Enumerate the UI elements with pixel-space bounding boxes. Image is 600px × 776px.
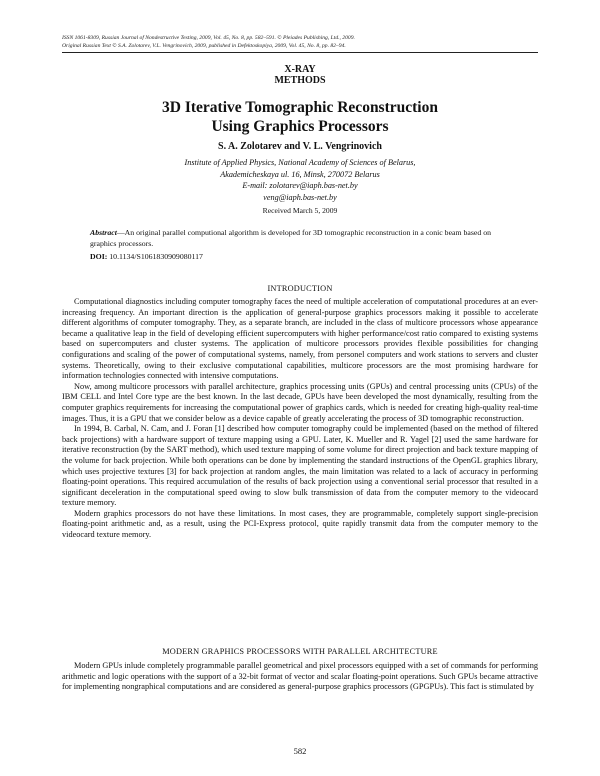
doi-value: 10.1134/S1061830909080117: [107, 252, 203, 261]
title-line-1: 3D Iterative Tomographic Reconstruction: [162, 99, 438, 116]
page-number: 582: [293, 746, 307, 756]
affiliation-email-1: E-mail: zolotarev@iaph.bas-net.by: [242, 181, 358, 190]
paragraph: Modern graphics processors do not have these limitations. In most cases, they are programmable, completely support single-precision floating-point arithmetic and, as a result, using the PCI-Express protocol, quite rapidly transmit data from the computer memory to the videocard texture memory.: [62, 508, 538, 540]
authors: S. A. Zolotarev and V. L. Vengrinovich: [218, 141, 382, 152]
modern-gpu-body: [62, 661, 538, 693]
affiliation-line-1: Institute of Applied Physics, National Academy of Sciences of Belarus,: [184, 158, 416, 167]
modern-gpu-heading: MODERN GRAPHICS PROCESSORS WITH PARALLEL ARCHITECTURE: [162, 647, 438, 656]
affiliation-email-2: veng@iaph.bas-net.by: [263, 192, 337, 202]
abstract-text: —An original parallel computional algorithm is developed for 3D tomographic reconstruction in a conic beam based on graphics processors.: [90, 228, 492, 248]
header-line-2: Original Russian Text © S.A. Zolotarev, V.L. Vengrinovich, 2009, published in Defektoskopiya, 2009, Vol. 45, No. 8, pp. 82–94.: [62, 43, 346, 49]
paragraph: Computational diagnostics including computer tomography faces the need of multiple acceleration of computational procedures at an ever-increasing frequency. An important direction is the application of general-purpose graphics processors making it possible to accelerate different algorithms of computer tomography. They, as a separate branch, are included in the class of multicore processors whose appearance became a qualitative leap in the field of developing efficient supercomputers with higher performance/cost ratio compared to existing systems based on supercomputers and cluster systems. The application of multicore processors provides flexible possibilities for changing configurations and scaling of the power of computational systems, namely, from personel computers and work stations to servers and cluster systems. Theoretically, owing to their exclusive computational capabilities, multicore processors are the most promising hardware for information technologies connected with intensive computations.: [62, 297, 538, 381]
paragraph: Now, among multicore processors with parallel architecture, graphics processing units (GPUs) and central processing units (CPUs) of the IBM CELL and Intel Core type are the best known. In the last decade, GPUs have been developed the most dynamically, resulting from the computer graphics requirements for increasing the computational power of graphics cards, which is needed for creating high-quality real-time images. Thus, it is a GPU that we consider below as a device capable of greatly accelerating the process of 3D tomographic reconstruction.: [62, 381, 538, 423]
paragraph: Modern GPUs inlude completely programmable parallel geometrical and pixel processors equipped with a set of commands for performing arithmetic and logic operations with the support of a 32-bit format of vector and scalar floating-point operations. Such GPUs became attractive for implementing nongraphical computations and are considered as general-purpose graphics processors (GPGPUs). This fact is stimulated by: [62, 661, 538, 692]
affiliation: [62, 157, 538, 203]
doi: [90, 252, 203, 262]
paper-title: [62, 98, 538, 136]
abstract-label: Abstract: [90, 228, 117, 237]
header-rule: [62, 52, 538, 53]
paragraph: In 1994, B. Carbal, N. Cam, and J. Foran [1] described how computer tomography could be implemented (based on the method of filtered back projections) with a hardware support of texture mapping using a GPU. Later, K. Mueller and R. Yagel [2] used the same hardware for iterative reconstruction (by the SART method), which used texture mapping of some volume for direct projection and back texture mapping of the volume for back projection. While both operations can be done by implementing the standard instructions of the OpenGL graphics library, which uses projective textures [3] for back projection at random angles, the main limitation was related to a lack of accuracy in performing floating-point operations. This required accumulation of the results of back projection using a conventional serial processor that resulted in a significant deceleration in the computational speed owing to slow bulk transmission of data from the computer memory to the videocard texture memory.: [62, 424, 538, 508]
doi-label: DOI:: [90, 252, 108, 261]
section-label-line-1: X-RAY: [284, 64, 316, 75]
received-date: Received March 5, 2009: [262, 206, 338, 215]
journal-header: [62, 34, 542, 50]
abstract: [90, 228, 510, 249]
affiliation-line-2: Akademicheskaya ul. 16, Minsk, 270072 Belarus: [220, 169, 380, 179]
section-label-line-2: METHODS: [274, 75, 326, 86]
introduction-heading: INTRODUCTION: [267, 284, 333, 293]
title-line-2: Using Graphics Processors: [211, 118, 389, 135]
header-line-1: ISSN 1061-8309, Russian Journal of Nondestructive Testing, 2009, Vol. 45, No. 8, pp. 582–591. © Pleiades Publishing, Ltd., 2009.: [62, 35, 355, 41]
section-label: [240, 64, 360, 86]
introduction-body: [62, 297, 538, 541]
